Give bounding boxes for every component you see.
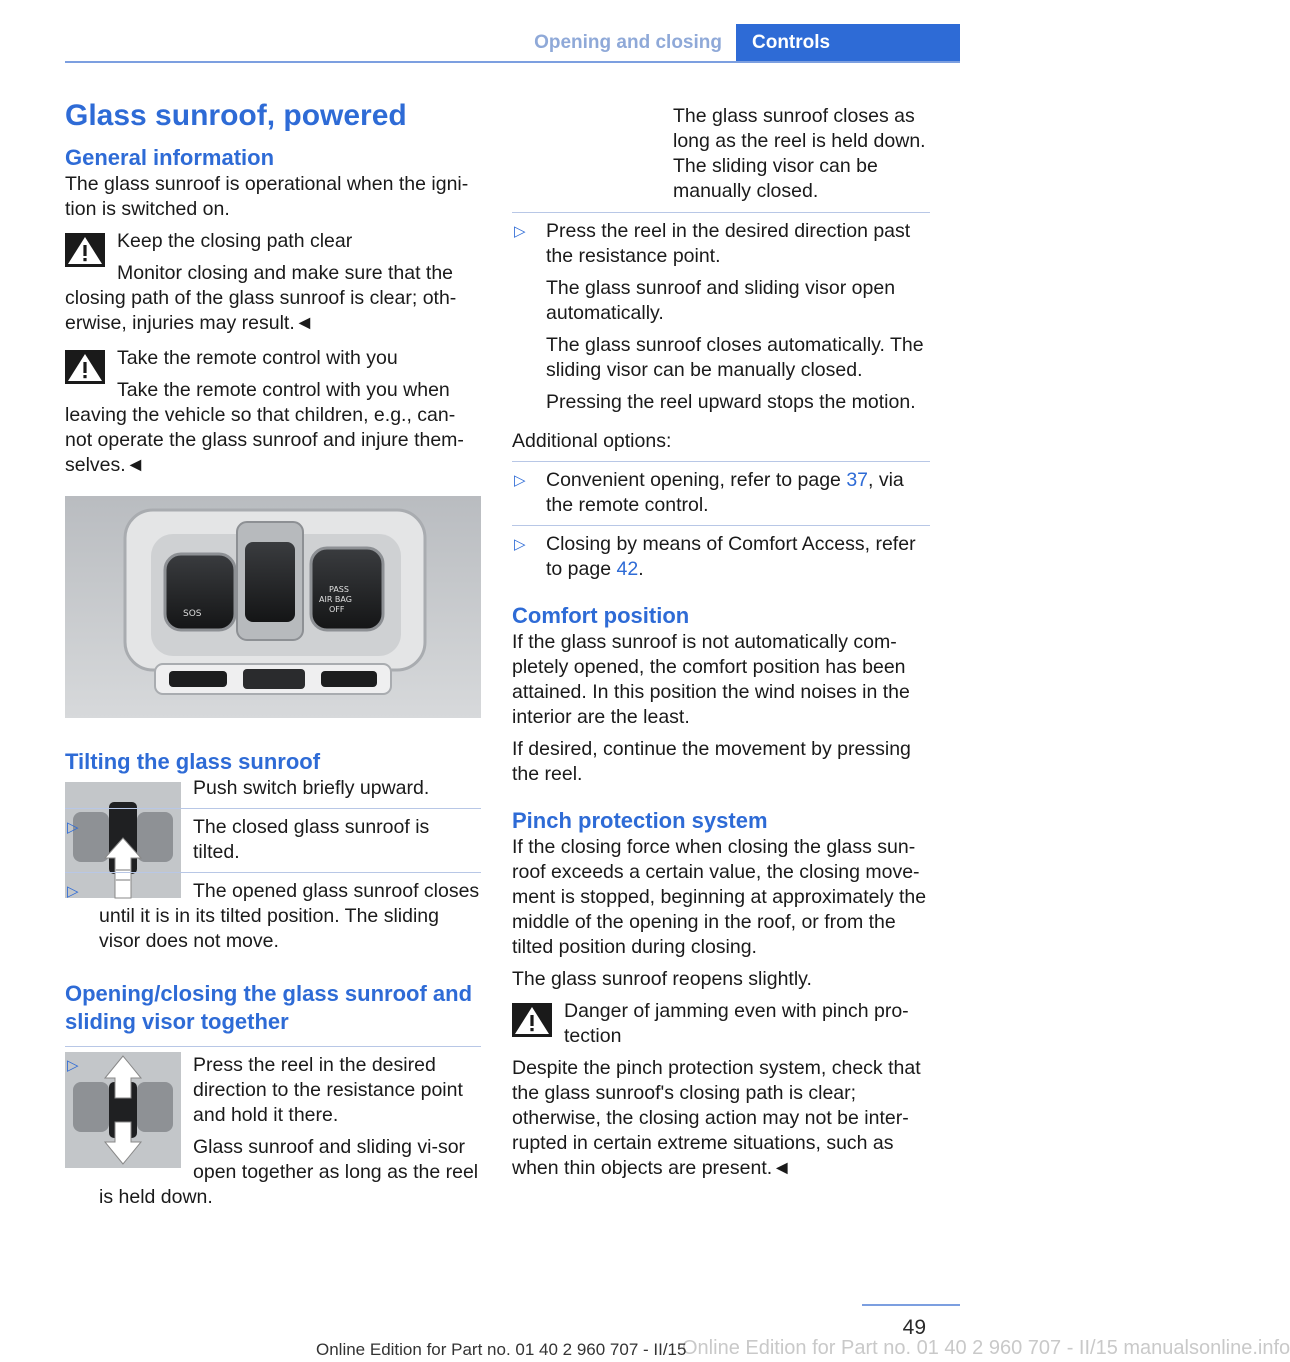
triangle-bullet-icon: ▷ bbox=[514, 223, 526, 240]
tilt-section bbox=[65, 776, 481, 954]
list-item: ▷ Closing by means of Comfort Access, refer to page 42. bbox=[512, 525, 930, 582]
warning-icon bbox=[65, 233, 105, 267]
general-heading: General information bbox=[65, 145, 275, 170]
edition-footer: Online Edition for Part no. 01 40 2 960 707 - II/15 bbox=[316, 1340, 687, 1359]
general-text: The glass sunroof is operational when the igni-tion is switched on. bbox=[65, 173, 469, 220]
page-link-37[interactable]: 37 bbox=[846, 469, 869, 491]
left-column bbox=[65, 96, 481, 1218]
list-item: ▷ The closed glass sunroof is tilted. bbox=[65, 808, 481, 865]
warning-title: Danger of jamming even with pinch pro-tection bbox=[564, 1000, 909, 1047]
footer-rule bbox=[862, 1304, 960, 1306]
active-tab[interactable]: Controls bbox=[736, 24, 960, 62]
triangle-bullet-icon: ▷ bbox=[514, 536, 526, 553]
reel-list bbox=[512, 212, 930, 415]
page-number: 49 bbox=[902, 1316, 926, 1339]
pinch-text-2: The glass sunroof reopens slightly. bbox=[512, 968, 812, 990]
off-label: OFF bbox=[329, 605, 345, 614]
triangle-bullet-icon: ▷ bbox=[67, 819, 79, 836]
continued-text: The glass sunroof closes as long as the reel is held down. The sliding visor can be manually closed. bbox=[673, 105, 926, 202]
header-rule bbox=[65, 61, 960, 63]
comfort-heading: Comfort position bbox=[512, 603, 690, 628]
pinch-text-1: If the closing force when closing the glass sun-roof exceeds a certain value, the closing move-ment is stopped, beginning at approximately the middle of the opening in the roof, or from the tilted position during closing. bbox=[512, 836, 927, 958]
right-column bbox=[512, 104, 930, 1191]
warning-body: Monitor closing and make sure that the closing path of the glass sunroof is clear; oth-erwise, injuries may result.◄ bbox=[65, 262, 457, 334]
warning-body: Take the remote control with you when leaving the vehicle so that children, e.g., can-not operate the glass sunroof and injure them-selves.◄ bbox=[65, 379, 464, 476]
pass-label: PASS bbox=[329, 585, 349, 594]
section-tab[interactable]: Opening and closing bbox=[534, 32, 722, 53]
tilt-intro: Push switch briefly upward. bbox=[193, 777, 430, 799]
warning-icon bbox=[512, 1003, 552, 1037]
options-list bbox=[512, 461, 930, 582]
page-title: Glass sunroof, powered bbox=[65, 99, 407, 132]
tilt-list bbox=[65, 808, 481, 954]
list-item: ▷ Press the reel in the desired direction to the resistance point and hold it there. Glass sunroof and sliding vi-sor open together as long as the reel is held down. bbox=[65, 1046, 481, 1210]
together-heading: Opening/closing the glass sunroof and sliding visor together bbox=[65, 981, 473, 1034]
warning-jamming bbox=[512, 999, 930, 1181]
overhead-console-photo bbox=[65, 496, 481, 718]
airbag-label: AIR BAG bbox=[319, 595, 352, 604]
triangle-bullet-icon: ▷ bbox=[67, 1057, 79, 1074]
list-item: ▷ Press the reel in the desired direction past the resistance point. The glass sunroof and sliding visor open automatically. The glass sunroof closes automatically. The sliding visor can be manually closed. Pressing the reel upward stops the motion. bbox=[512, 212, 930, 415]
triangle-bullet-icon: ▷ bbox=[67, 883, 79, 900]
comfort-text-1: If the glass sunroof is not automatically com-pletely opened, the comfort position has been attained. In this position the wind noises in the interior are the least. bbox=[512, 631, 910, 728]
warning-closing-path bbox=[65, 229, 481, 336]
together-section bbox=[65, 1046, 481, 1210]
pinch-heading: Pinch protection system bbox=[512, 808, 768, 833]
page-link-42[interactable]: 42 bbox=[616, 558, 639, 580]
warning-icon bbox=[65, 350, 105, 384]
triangle-bullet-icon: ▷ bbox=[514, 472, 526, 489]
watermark: Online Edition for Part no. 01 40 2 960 707 - II/15 manualsonline.info bbox=[682, 1337, 1290, 1359]
list-item: ▷ The opened glass sunroof closes until it is in its tilted position. The sliding visor does not move. bbox=[65, 872, 481, 954]
comfort-text-2: If desired, continue the movement by pressing the reel. bbox=[512, 738, 911, 785]
header-tabs bbox=[508, 24, 960, 62]
sos-label: SOS bbox=[183, 609, 202, 619]
warning-title: Keep the closing path clear bbox=[117, 230, 353, 252]
warning-body: Despite the pinch protection system, check that the glass sunroof's closing path is clear; otherwise, the closing action may not be inter-rupted in certain extreme situations, such as when thin objects are present.◄ bbox=[512, 1057, 921, 1179]
warning-title: Take the remote control with you bbox=[117, 347, 398, 369]
overhead-console-illustration bbox=[65, 496, 481, 718]
list-item: ▷ Convenient opening, refer to page 37, via the remote control. bbox=[512, 461, 930, 518]
together-list bbox=[65, 1046, 481, 1210]
tilt-heading: Tilting the glass sunroof bbox=[65, 749, 321, 774]
additional-options: Additional options: bbox=[512, 430, 672, 452]
warning-remote-control bbox=[65, 346, 481, 478]
